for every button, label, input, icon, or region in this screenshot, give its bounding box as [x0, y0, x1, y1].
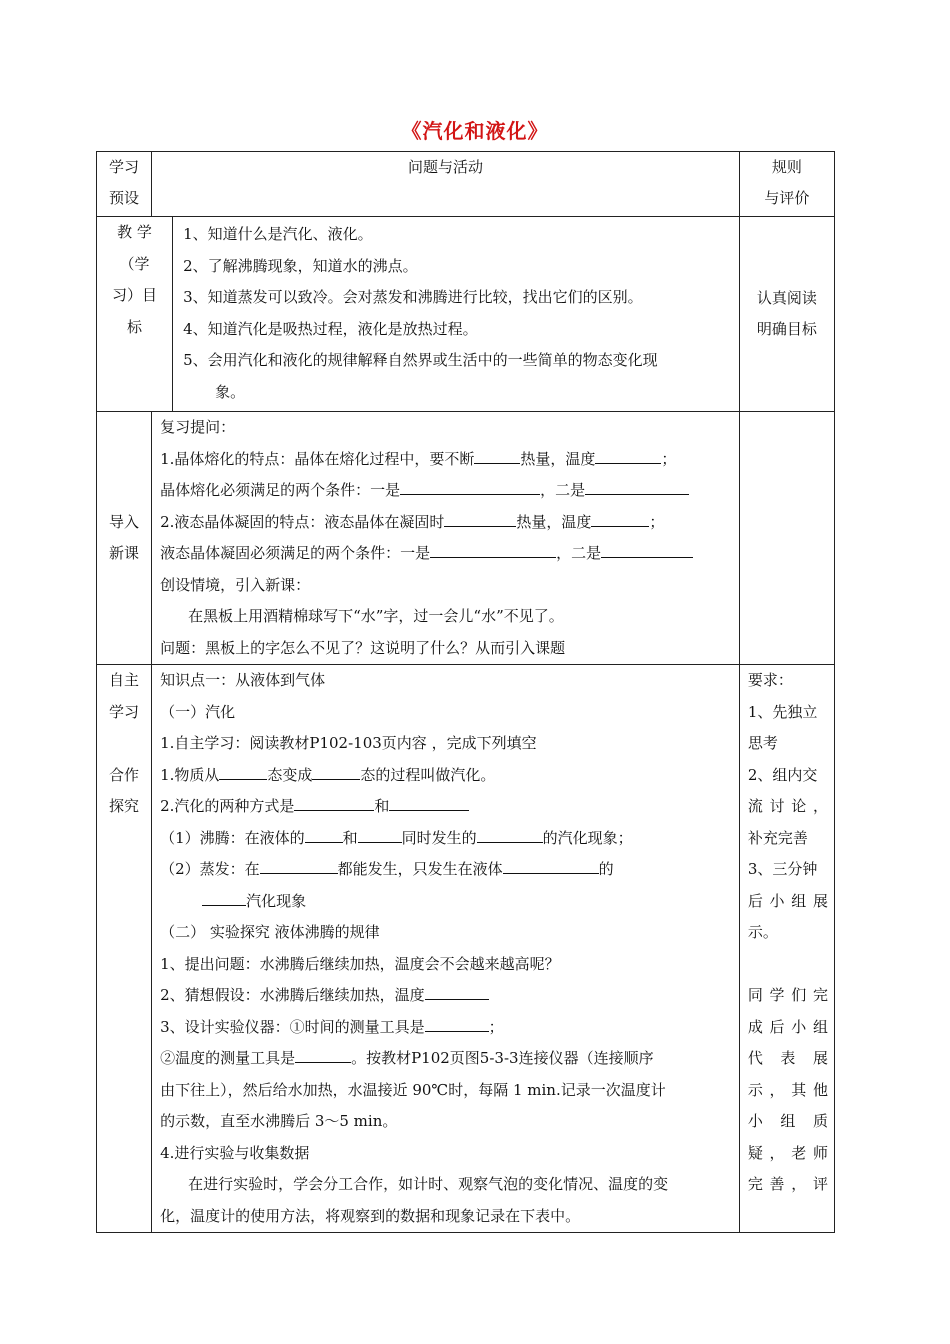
experiment-step: 的示数，直至水沸腾后 3～5 min。 [160, 1112, 398, 1130]
rule-line: 完善，评 [747, 1175, 828, 1193]
boiling-line [160, 823, 733, 855]
rule-line: 3、三分钟 [747, 860, 818, 878]
rule-line: 1、先独立 [747, 702, 818, 721]
header-col-rules-line1: 规则 [771, 158, 802, 176]
fill-blank[interactable] [601, 539, 693, 558]
self-study-label-line: 自主 [109, 671, 140, 689]
methods-text: 和 [374, 797, 390, 815]
review-q1-text: 热量，温度 [520, 449, 596, 468]
rule-line: 示。 [747, 923, 778, 941]
self-study-label [97, 665, 152, 1233]
review-q1-text: ； [661, 449, 677, 468]
scenario-title: 创设情境，引入新课： [160, 575, 311, 594]
fill-blank[interactable] [389, 792, 469, 811]
evaporation-line [160, 854, 733, 886]
intro-label-line: 导入 [109, 513, 140, 531]
rule-line: 小 组 质 [747, 1112, 828, 1130]
self-study-label-line: 学习 [109, 702, 140, 721]
self-study-content [152, 665, 740, 1233]
intro-row [97, 412, 835, 665]
rule-line: 疑，老师 [747, 1143, 828, 1162]
objectives-row [97, 217, 835, 412]
rule-line: 补充完善 [747, 828, 808, 847]
experiment-step-text: 2、猜想假设：水沸腾后继续加热，温度 [160, 986, 425, 1004]
objectives-list [173, 217, 740, 412]
objectives-label-line: （学 [119, 254, 150, 273]
intro-rule-empty [739, 412, 834, 665]
objectives-label-line: 习）目 [112, 286, 158, 304]
self-study-rules [739, 665, 834, 1233]
boiling-text: 同时发生的 [401, 828, 477, 847]
review-q2 [160, 475, 735, 507]
review-q3-text: 2.液态晶体凝固的特点：液态晶体在凝固时 [160, 512, 445, 531]
experiment-step: 在进行实验时，学会分工合作，如计时、观察气泡的变化情况、温度的变 [188, 1175, 669, 1193]
header-col-preset [97, 152, 152, 217]
fill-blank[interactable] [474, 445, 520, 464]
boiling-text: 和 [342, 828, 358, 847]
lesson-plan-table [96, 151, 835, 1233]
document-title: 《汽化和液化》 [401, 119, 549, 143]
knowledge-point-title: 知识点一：从液体到气体 [160, 671, 326, 689]
fill-blank[interactable] [444, 508, 516, 527]
intro-question: 问题：黑板上的字怎么不见了？这说明了什么？从而引入课题 [160, 638, 566, 657]
rule-line: 2、组内交 [747, 765, 818, 784]
definition-line [160, 760, 733, 792]
methods-text: 2.汽化的两种方式是 [160, 797, 295, 815]
self-study-row [97, 665, 835, 1233]
scenario-story: 在黑板上用酒精棉球写下“水”字，过一会儿“水”不见了。 [188, 607, 564, 625]
fill-blank[interactable] [219, 761, 267, 780]
fill-blank[interactable] [477, 824, 543, 843]
review-q4-text: ，二是 [556, 544, 602, 562]
rule-line: 成后小组 [747, 1017, 828, 1036]
rule-line: 示，其他 [747, 1080, 828, 1099]
methods-line [160, 791, 733, 823]
header-col-preset-line2: 预设 [109, 189, 140, 207]
rule-line: 流讨论， [747, 797, 828, 815]
experiment-step-text: 3、设计实验仪器：①时间的测量工具是 [160, 1017, 425, 1036]
fill-blank[interactable] [305, 824, 343, 843]
definition-text: 1.物质从 [160, 765, 220, 784]
experiment-step [160, 1012, 733, 1044]
objectives-label [97, 217, 173, 412]
objective-item-continued: 象。 [215, 382, 246, 401]
review-q1-text: 1.晶体熔化的特点：晶体在熔化过程中，要不断 [160, 449, 475, 468]
section-title: （一）汽化 [160, 702, 236, 721]
experiment-step: 由下往上），然后给水加热，水温接近 90℃时，每隔 1 min.记录一次温度计 [160, 1080, 666, 1099]
rule-line: 要求： [747, 671, 793, 689]
spacer [748, 949, 828, 981]
fill-blank[interactable] [358, 824, 402, 843]
boiling-text: 的汽化现象； [542, 828, 633, 847]
header-col-activities [152, 152, 740, 217]
study-instruction: 1.自主学习：阅读教材P102-103页内容 ，完成下列填空 [160, 734, 537, 752]
intro-label-line: 新课 [109, 544, 140, 562]
header-col-rules [739, 152, 834, 217]
section-title: （二） 实验探究 液体沸腾的规律 [160, 923, 380, 941]
fill-blank[interactable] [312, 761, 360, 780]
header-col-activities-label: 问题与活动 [407, 158, 483, 176]
fill-blank[interactable] [425, 1013, 489, 1032]
review-title: 复习提问： [160, 418, 236, 436]
intro-content [152, 412, 740, 665]
header-row [97, 152, 835, 217]
evaporation-text: （2）蒸发：在 [160, 860, 260, 878]
intro-label [97, 412, 152, 665]
objectives-label-line: 标 [127, 317, 143, 336]
fill-blank[interactable] [425, 981, 489, 1000]
objective-item: 1、知道什么是汽化、液化。 [183, 225, 373, 243]
fill-blank[interactable] [430, 539, 556, 558]
review-q2-text: ，二是 [540, 481, 586, 499]
experiment-step [160, 980, 733, 1012]
evaporation-text: 的 [598, 860, 614, 878]
review-q4-text: 液态晶体凝固必须满足的两个条件：一是 [160, 544, 431, 562]
evaporation-line-2 [160, 886, 733, 918]
experiment-step [160, 1043, 733, 1075]
experiment-step-text: ②温度的测量工具是 [160, 1049, 296, 1067]
review-q3 [160, 507, 735, 539]
fill-blank[interactable] [294, 792, 374, 811]
objective-item: 4、知道汽化是吸热过程，液化是放热过程。 [183, 319, 478, 338]
evaporation-text: 都能发生，只发生在液体 [337, 860, 503, 878]
rule-line: 代 表 展 [747, 1049, 828, 1067]
self-study-label-line: 探究 [109, 797, 140, 815]
fill-blank[interactable] [591, 508, 649, 527]
experiment-step-text: ； [488, 1017, 504, 1036]
header-col-preset-line1: 学习 [109, 158, 140, 176]
objectives-label-line: 教 学 [117, 223, 152, 241]
fill-blank[interactable] [585, 476, 689, 495]
definition-text: 态的过程叫做汽化。 [360, 765, 496, 784]
spacer [97, 728, 151, 760]
objective-item: 3、知道蒸发可以致冷。会对蒸发和沸腾进行比较，找出它们的区别。 [183, 288, 643, 306]
objective-item: 2、了解沸腾现象，知道水的沸点。 [183, 256, 418, 275]
objectives-rule-line: 明确目标 [756, 320, 817, 338]
rule-line: 思考 [747, 734, 778, 752]
objective-item: 5、会用汽化和液化的规律解释自然界或生活中的一些简单的物态变化现 [183, 351, 658, 369]
review-q2-text: 晶体熔化必须满足的两个条件：一是 [160, 481, 401, 499]
boiling-text: （1）沸腾：在液体的 [160, 828, 305, 847]
rule-line: 后小组展 [747, 891, 828, 910]
fill-blank[interactable] [400, 476, 540, 495]
review-q3-text: ； [649, 512, 665, 531]
review-q1 [160, 444, 735, 476]
fill-blank[interactable] [503, 855, 599, 874]
review-q3-text: 热量，温度 [516, 512, 592, 531]
fill-blank[interactable] [595, 445, 661, 464]
fill-blank[interactable] [202, 887, 246, 906]
header-col-rules-line2: 与评价 [764, 189, 810, 207]
objectives-rule-line: 认真阅读 [756, 289, 817, 307]
definition-text: 态变成 [267, 765, 313, 784]
rule-line: 同学们完 [747, 986, 828, 1004]
evaporation-text: 汽化现象 [246, 891, 307, 910]
fill-blank[interactable] [295, 1044, 351, 1063]
experiment-step: 4.进行实验与收集数据 [160, 1143, 310, 1162]
objectives-rule [739, 217, 834, 412]
self-study-label-line: 合作 [109, 765, 140, 784]
experiment-step: 化，温度计的使用方法，将观察到的数据和现象记录在下表中。 [160, 1206, 581, 1225]
review-q4 [160, 538, 735, 570]
experiment-step: 1、提出问题：水沸腾后继续加热，温度会不会越来越高呢？ [160, 954, 560, 973]
fill-blank[interactable] [260, 855, 338, 874]
experiment-step-text: 。按教材P102页图5-3-3连接仪器（连接顺序 [351, 1049, 654, 1067]
